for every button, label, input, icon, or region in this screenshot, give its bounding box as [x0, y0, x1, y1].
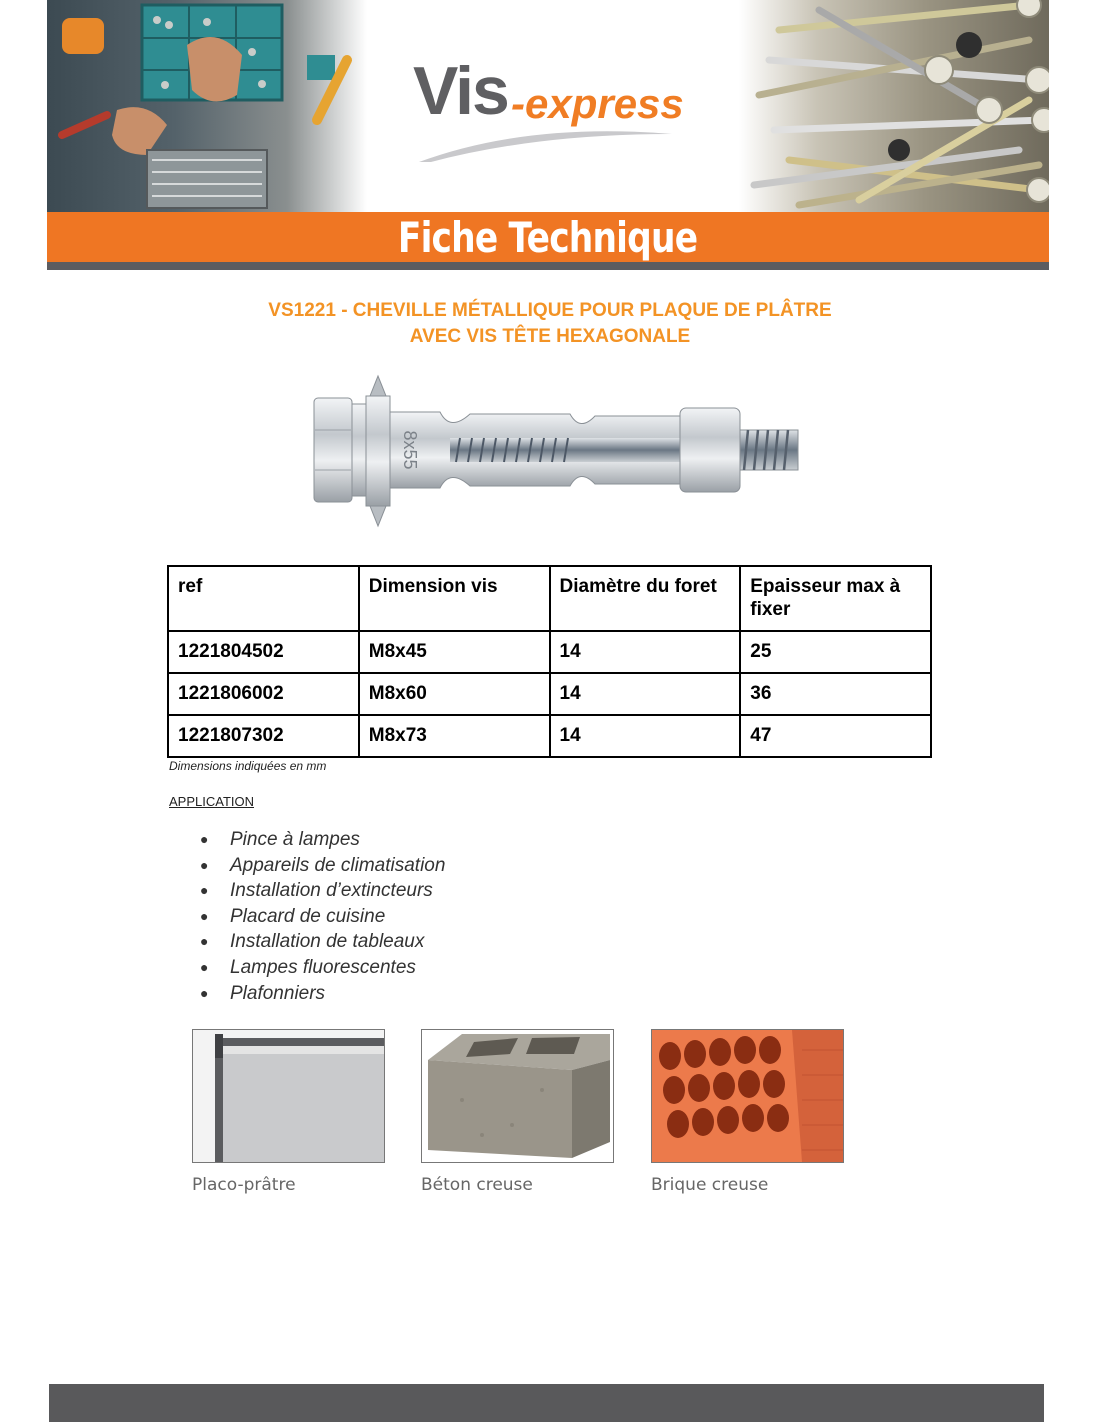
- cell-ref: 1221804502: [168, 631, 359, 673]
- cell-diametre: 14: [550, 715, 741, 757]
- product-image: [300, 372, 810, 532]
- header-ref: ref: [168, 566, 359, 631]
- cell-epaisseur: 47: [740, 715, 931, 757]
- cell-diametre: 14: [550, 673, 741, 715]
- brand-logo: [407, 52, 707, 172]
- product-title-line-1: VS1221 - CHEVILLE MÉTALLIQUE POUR PLAQUE DE PLÂTRE: [268, 300, 832, 321]
- application-list: [200, 827, 445, 1006]
- cell-dimension: M8x60: [359, 673, 550, 715]
- hollow-brick-illustration: [652, 1030, 843, 1162]
- table-row: [168, 715, 931, 757]
- material-card-placo: [192, 1029, 385, 1195]
- plasterboard-illustration: [193, 1030, 384, 1162]
- material-label: Brique creuse: [651, 1175, 769, 1195]
- plasterboard-image: [192, 1029, 385, 1163]
- fiche-technique-bar: [47, 212, 1049, 262]
- material-card-brique: [651, 1029, 844, 1195]
- list-item: ● Pince à lampes: [200, 827, 445, 853]
- table-row: [168, 631, 931, 673]
- cell-epaisseur: 36: [740, 673, 931, 715]
- header-banner: [47, 0, 1049, 270]
- list-item: ● Appareils de climatisation: [200, 853, 445, 879]
- cell-ref: 1221807302: [168, 715, 359, 757]
- cell-diametre: 14: [550, 631, 741, 673]
- product-title-line-2: AVEC VIS TÊTE HEXAGONALE: [409, 326, 691, 347]
- logo-express-text: -express: [511, 80, 684, 127]
- footer-bar: [49, 1384, 1044, 1422]
- logo-vis-text: Vis: [413, 53, 508, 129]
- list-item: ● Lampes fluorescentes: [200, 955, 445, 981]
- tools-photo: [47, 0, 367, 212]
- tools-illustration: [47, 0, 367, 212]
- header-dimension-vis: Dimension vis: [359, 566, 550, 631]
- material-label: Placo-prâtre: [192, 1175, 296, 1195]
- screws-illustration: [739, 0, 1049, 212]
- cell-dimension: M8x73: [359, 715, 550, 757]
- concrete-block-illustration: [422, 1030, 613, 1162]
- cavity-anchor-illustration: [300, 372, 810, 532]
- screws-photo: [739, 0, 1049, 212]
- cell-dimension: M8x45: [359, 631, 550, 673]
- table-row: [168, 673, 931, 715]
- specs-table: [167, 565, 932, 758]
- material-label: Béton creuse: [421, 1175, 533, 1195]
- list-item: ● Plafonniers: [200, 981, 445, 1007]
- table-header-row: [168, 566, 931, 631]
- anchor-marking: 8x55: [400, 430, 420, 470]
- logo-swoosh-icon: [417, 126, 677, 166]
- header-divider: [47, 262, 1049, 270]
- list-item: ● Installation d’extincteurs: [200, 878, 445, 904]
- material-card-beton: [421, 1029, 614, 1195]
- hollow-brick-image: [651, 1029, 844, 1163]
- cell-ref: 1221806002: [168, 673, 359, 715]
- application-heading: APPLICATION: [169, 794, 255, 809]
- page-title: Fiche Technique: [398, 212, 698, 262]
- header-epaisseur-max: Epaisseur max à fixer: [740, 566, 931, 631]
- list-item: ● Installation de tableaux: [200, 929, 445, 955]
- dimensions-note: Dimensions indiquées en mm: [169, 759, 327, 773]
- product-title: [0, 298, 1100, 350]
- concrete-block-image: [421, 1029, 614, 1163]
- header-diametre-foret: Diamètre du foret: [550, 566, 741, 631]
- cell-epaisseur: 25: [740, 631, 931, 673]
- list-item: ● Placard de cuisine: [200, 904, 445, 930]
